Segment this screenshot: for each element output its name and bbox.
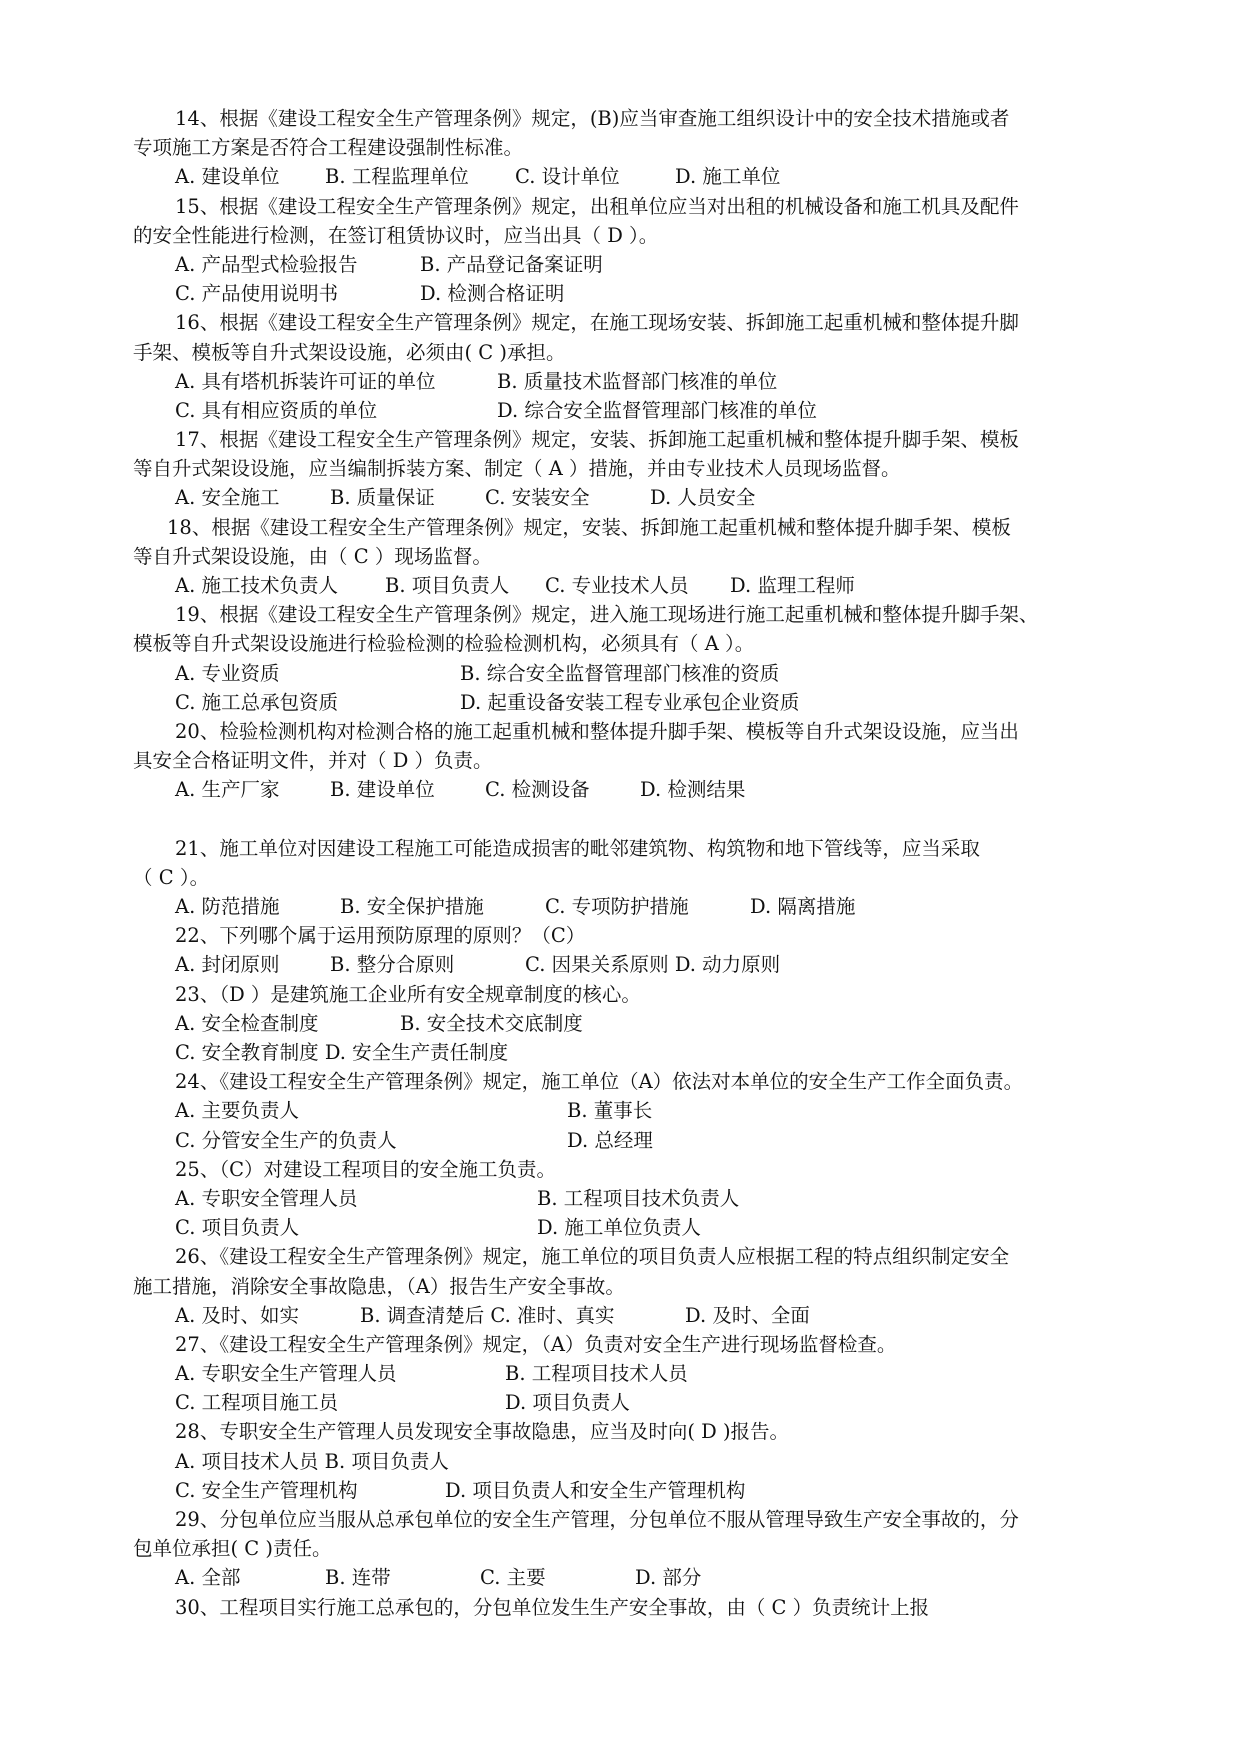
option-row — [133, 1213, 1113, 1242]
answer-option: B. 工程项目技术人员 — [505, 1362, 688, 1386]
question-text-continued: 模板等自升式架设设施进行检验检测的检验检测机构，必须具有（ A ）。 — [133, 632, 755, 656]
answer-option: B. 建设单位 — [330, 778, 435, 802]
option-row — [133, 1301, 1113, 1330]
question-text-continued: 等自升式架设设施，应当编制拆装方案、制定（ A ）措施，并由专业技术人员现场监督。 — [133, 457, 901, 481]
answer-option: C. 项目负责人 — [175, 1216, 300, 1240]
answer-option: C. 因果关系原则 D. 动力原则 — [525, 953, 781, 977]
answer-option: A. 及时、如实 — [175, 1303, 299, 1327]
answer-option: A. 项目技术人员 B. 项目负责人 — [175, 1449, 449, 1473]
answer-option: D. 检测结果 — [640, 778, 746, 802]
option-row — [133, 367, 1113, 396]
option-row — [133, 396, 1113, 425]
question-text: 14、根据《建设工程安全生产管理条例》规定，(B)应当审查施工组织设计中的安全技术措施或者 — [175, 107, 1010, 130]
answer-option: A. 施工技术负责人 — [175, 574, 338, 597]
question-text-continued: （ C ）。 — [133, 865, 210, 889]
answer-option: D. 起重设备安装工程专业承包企业资质 — [460, 690, 800, 714]
answer-option: A. 具有塔机拆装许可证的单位 — [175, 369, 436, 393]
option-row — [133, 1388, 1113, 1417]
option-row — [133, 571, 1113, 600]
question-text-continued: 施工措施，消除安全事故隐患，（A）报告生产安全事故。 — [133, 1274, 625, 1298]
option-row — [133, 1476, 1113, 1505]
question-text-continued: 的安全性能进行检测，在签订租赁协议时，应当出具（ D ）。 — [133, 223, 659, 247]
answer-option: A. 封闭原则 — [175, 953, 280, 977]
answer-option: A. 主要负责人 — [175, 1099, 299, 1123]
answer-option: C. 安装安全 — [485, 486, 590, 510]
answer-option: A. 专职安全管理人员 — [175, 1186, 358, 1210]
answer-option: B. 综合安全监督管理部门核准的资质 — [460, 661, 780, 685]
question-text: 29、分包单位应当服从总承包单位的安全生产管理，分包单位不服从管理导致生产安全事故的，分 — [175, 1508, 1019, 1531]
option-row — [133, 1359, 1113, 1388]
answer-option: C. 安全教育制度 D. 安全生产责任制度 — [175, 1041, 509, 1064]
question-text: 28、专职安全生产管理人员发现安全事故隐患，应当及时向( D )报告。 — [175, 1420, 790, 1444]
question-text: 24、《建设工程安全生产管理条例》规定，施工单位（A）依法对本单位的安全生产工作全面负责。 — [175, 1070, 1024, 1094]
option-row — [133, 1447, 1113, 1476]
answer-option: D. 施工单位 — [675, 165, 781, 189]
answer-option: D. 部分 — [635, 1566, 702, 1590]
question-text-continued: 等自升式架设设施，由（ C ）现场监督。 — [133, 544, 492, 568]
question-text: 30、工程项目实行施工总承包的，分包单位发生生产安全事故，由（ C ）负责统计上报 — [175, 1595, 930, 1619]
question-text: 19、根据《建设工程安全生产管理条例》规定，进入施工现场进行施工起重机械和整体提升脚手架、 — [175, 603, 1039, 627]
answer-option: C. 设计单位 — [515, 165, 620, 189]
question-text: 17、根据《建设工程安全生产管理条例》规定，安装、拆卸施工起重机械和整体提升脚手架、模板 — [175, 428, 1019, 452]
answer-option: D. 项目负责人和安全生产管理机构 — [445, 1478, 746, 1502]
answer-option: B. 工程项目技术负责人 — [537, 1186, 740, 1210]
option-row — [133, 1563, 1113, 1592]
answer-option: D. 综合安全监督管理部门核准的单位 — [497, 398, 817, 422]
answer-option: A. 产品型式检验报告 — [175, 252, 358, 276]
answer-option: A. 生产厂家 — [175, 778, 280, 802]
answer-option: D. 项目负责人 — [505, 1391, 630, 1415]
answer-option: D. 检测合格证明 — [420, 282, 565, 306]
answer-option: A. 安全施工 — [175, 486, 280, 510]
answer-option: B. 工程监理单位 — [325, 165, 469, 189]
question-list — [133, 104, 1113, 1622]
option-row — [133, 688, 1113, 717]
option-row — [133, 892, 1113, 921]
option-row — [133, 950, 1113, 979]
answer-option: B. 安全技术交底制度 — [400, 1011, 583, 1035]
answer-option: B. 质量技术监督部门核准的单位 — [497, 369, 778, 393]
answer-option: A. 全部 — [175, 1566, 241, 1590]
question-text: 15、根据《建设工程安全生产管理条例》规定，出租单位应当对出租的机械设备和施工机具及配件 — [175, 194, 1019, 218]
answer-option: B. 董事长 — [567, 1099, 653, 1123]
answer-option: C. 安全生产管理机构 — [175, 1478, 358, 1502]
answer-option: A. 建设单位 — [175, 165, 280, 189]
option-row — [133, 250, 1113, 279]
question-text: 18、根据《建设工程安全生产管理条例》规定，安装、拆卸施工起重机械和整体提升脚手架、模板 — [167, 515, 1011, 539]
option-row — [133, 659, 1113, 688]
answer-option: C. 施工总承包资质 — [175, 690, 339, 714]
question-text: 26、《建设工程安全生产管理条例》规定，施工单位的项目负责人应根据工程的特点组织制定安全 — [175, 1245, 1010, 1269]
question-text-continued: 手架、模板等自升式架设设施，必须由( C )承担。 — [133, 340, 566, 364]
answer-option: C. 主要 — [480, 1566, 546, 1590]
question-text-continued: 专项施工方案是否符合工程建设强制性标准。 — [133, 136, 524, 160]
question-text: 16、根据《建设工程安全生产管理条例》规定，在施工现场安装、拆卸施工起重机械和整体提升脚 — [175, 311, 1019, 335]
option-row — [133, 1126, 1113, 1155]
answer-option: B. 项目负责人 — [385, 574, 510, 597]
answer-option: C. 具有相应资质的单位 — [175, 398, 378, 422]
option-row — [133, 1184, 1113, 1213]
answer-option: D. 施工单位负责人 — [537, 1216, 701, 1240]
question-text: 25、（C）对建设工程项目的安全施工负责。 — [175, 1157, 556, 1181]
question-text: 20、检验检测机构对检测合格的施工起重机械和整体提升脚手架、模板等自升式架设设施，应当出 — [175, 719, 1019, 743]
answer-option: C. 专项防护措施 — [545, 895, 689, 919]
option-row — [133, 1009, 1113, 1038]
option-row — [133, 1096, 1113, 1125]
option-row — [133, 1038, 1113, 1067]
answer-option: C. 产品使用说明书 — [175, 282, 339, 306]
answer-option: A. 安全检查制度 — [175, 1011, 319, 1035]
answer-option: D. 及时、全面 — [685, 1303, 810, 1327]
answer-option: C. 分管安全生产的负责人 — [175, 1128, 397, 1152]
answer-option: B. 安全保护措施 — [340, 895, 484, 919]
question-text-continued: 具安全合格证明文件，并对（ D ）负责。 — [133, 749, 493, 773]
answer-option: D. 总经理 — [567, 1128, 653, 1152]
answer-option: D. 监理工程师 — [730, 574, 855, 597]
option-row — [133, 775, 1113, 804]
answer-option: D. 人员安全 — [650, 486, 756, 510]
answer-option: B. 调查清楚后 C. 准时、真实 — [360, 1303, 615, 1327]
option-row — [133, 483, 1113, 512]
question-text: 27、《建设工程安全生产管理条例》规定，（A）负责对安全生产进行现场监督检查。 — [175, 1332, 897, 1356]
answer-option: B. 质量保证 — [330, 486, 435, 510]
answer-option: C. 工程项目施工员 — [175, 1391, 339, 1415]
answer-option: A. 专业资质 — [175, 661, 280, 685]
answer-option: C. 检测设备 — [485, 778, 590, 802]
answer-option: B. 连带 — [325, 1566, 391, 1590]
option-row — [133, 162, 1113, 191]
question-text: 22、下列哪个属于运用预防原理的原则？（C） — [175, 924, 586, 948]
blank-line — [133, 805, 1113, 834]
answer-option: B. 产品登记备案证明 — [420, 252, 603, 276]
answer-option: D. 隔离措施 — [750, 895, 856, 919]
answer-option: A. 专职安全生产管理人员 — [175, 1362, 397, 1386]
option-row — [133, 279, 1113, 308]
answer-option: C. 专业技术人员 — [545, 574, 689, 597]
question-text: 21、施工单位对因建设工程施工可能造成损害的毗邻建筑物、构筑物和地下管线等，应当采取 — [175, 836, 980, 860]
answer-option: B. 整分合原则 — [330, 953, 455, 977]
question-text-continued: 包单位承担( C )责任。 — [133, 1537, 332, 1561]
question-text: 23、（D ）是建筑施工企业所有安全规章制度的核心。 — [175, 982, 641, 1006]
answer-option: A. 防范措施 — [175, 895, 280, 919]
